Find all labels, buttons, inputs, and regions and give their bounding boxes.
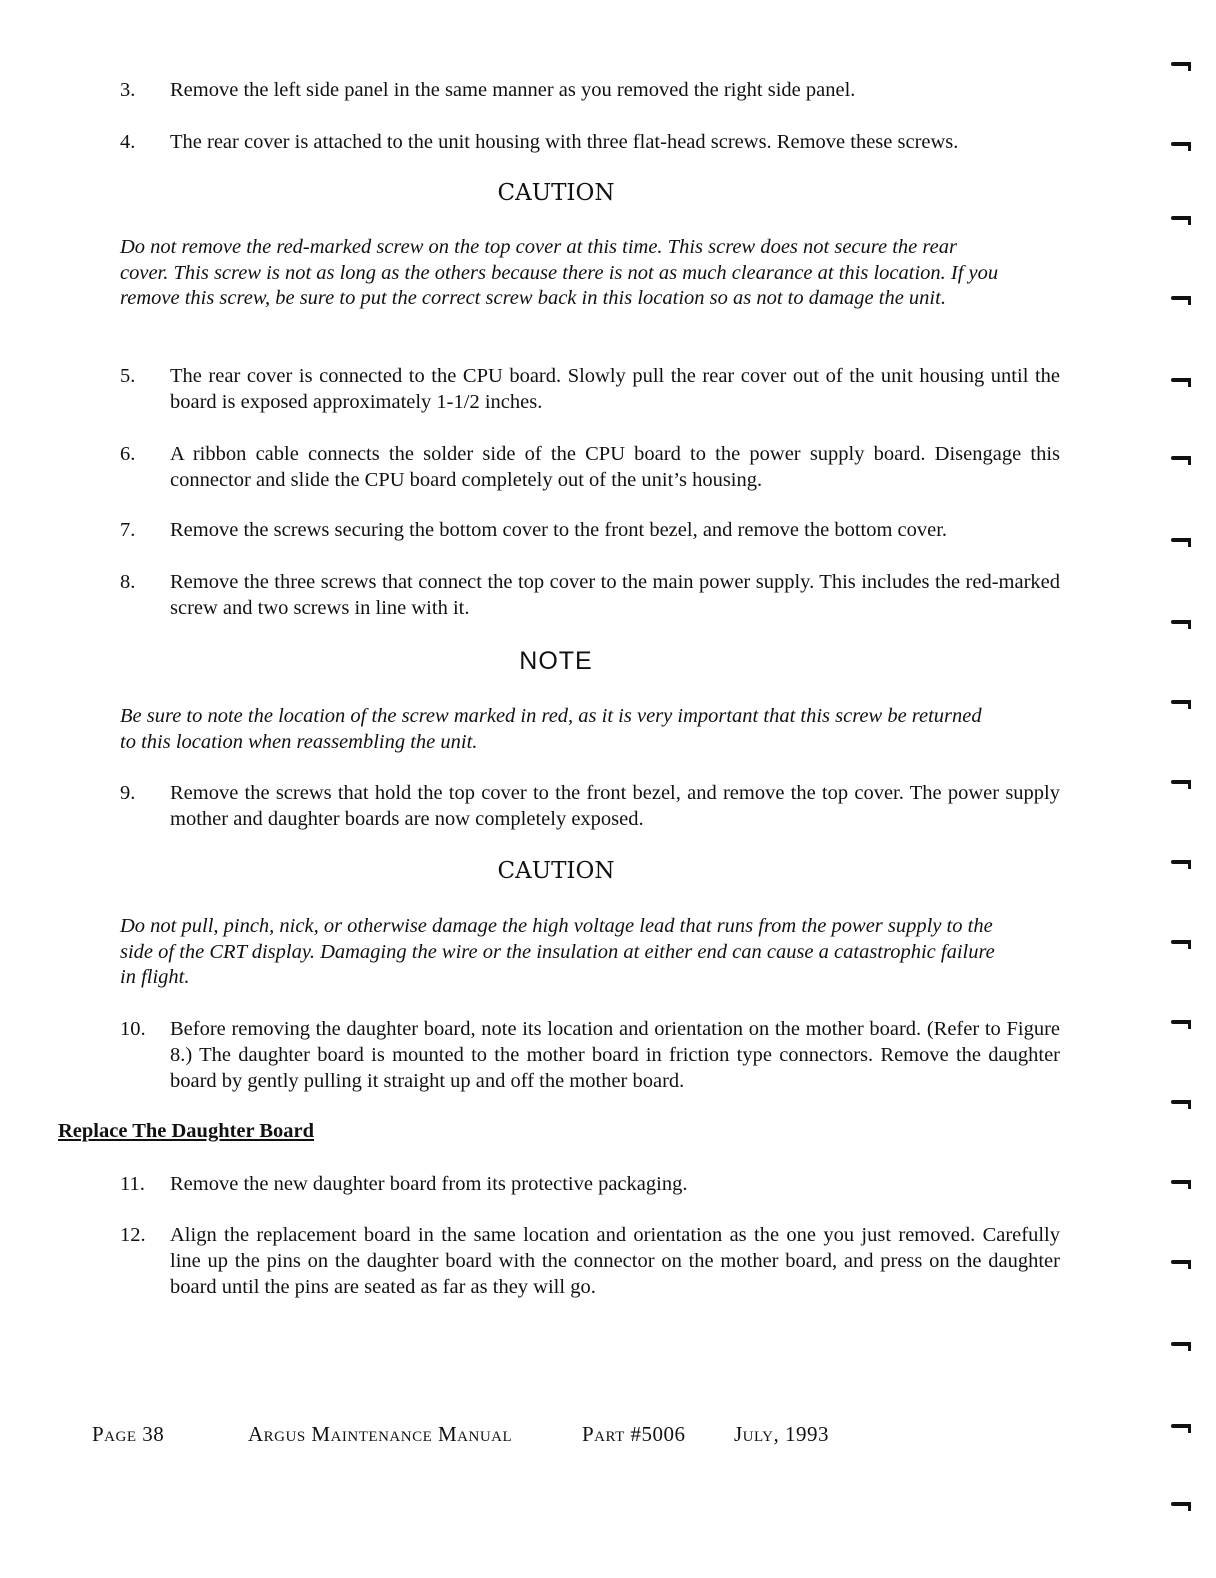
- step-text: Align the replacement board in the same location and orientation as the one you just removed. Carefully line up the pins on the daughter board with the connector on the mother board, and press on the daughter board until the pins are seated as far as they will go.: [170, 1224, 1060, 1298]
- binder-holes: [1168, 0, 1198, 1578]
- binder-hole-icon: [1171, 1342, 1191, 1346]
- step-number: 9.: [120, 782, 136, 804]
- step-number: 12.: [120, 1224, 146, 1246]
- section-title: Replace The Daughter Board: [58, 1120, 315, 1142]
- step-10: [120, 1016, 1060, 1094]
- step-text: Remove the three screws that connect the top cover to the main power supply. This includes the red-marked screw and two screws in line with it.: [170, 571, 1060, 619]
- step-9: [120, 780, 1060, 832]
- step-8: [120, 569, 1060, 621]
- footer-date: July, 1993: [734, 1422, 829, 1446]
- step-number: 5.: [120, 365, 136, 387]
- step-12: [120, 1222, 1060, 1300]
- binder-hole-icon: [1171, 620, 1191, 624]
- step-text: The rear cover is connected to the CPU board. Slowly pull the rear cover out of the unit housing until the board is exposed approximately 1-1/2 inches.: [170, 365, 1060, 413]
- step-number: 8.: [120, 571, 136, 593]
- caution-heading-1: CAUTION: [497, 180, 615, 206]
- binder-hole-icon: [1171, 142, 1191, 146]
- note-heading: NOTE: [519, 647, 593, 675]
- binder-hole-icon: [1171, 700, 1191, 704]
- step-number: 3.: [120, 79, 136, 101]
- step-5: [120, 363, 1060, 415]
- step-6: [120, 441, 1060, 493]
- binder-hole-icon: [1171, 1020, 1191, 1024]
- binder-hole-icon: [1171, 296, 1191, 300]
- binder-hole-icon: [1171, 940, 1191, 944]
- step-text: Remove the screws that hold the top cover to the front bezel, and remove the top cover. The power supply mother and daughter boards are now completely exposed.: [170, 782, 1060, 830]
- step-text: Remove the left side panel in the same manner as you removed the right side panel.: [170, 79, 856, 101]
- binder-hole-icon: [1171, 62, 1191, 66]
- step-number: 4.: [120, 131, 136, 153]
- binder-hole-icon: [1171, 780, 1191, 784]
- footer-part: Part #5006: [582, 1422, 686, 1446]
- caution-heading-2: CAUTION: [497, 858, 615, 884]
- binder-hole-icon: [1171, 1260, 1191, 1264]
- step-number: 11.: [120, 1173, 145, 1195]
- binder-hole-icon: [1171, 456, 1191, 460]
- binder-hole-icon: [1171, 378, 1191, 382]
- step-text: The rear cover is attached to the unit housing with three flat-head screws. Remove these screws.: [170, 131, 959, 153]
- footer-page: Page 38: [92, 1422, 165, 1446]
- step-number: 7.: [120, 519, 136, 541]
- step-number: 6.: [120, 443, 136, 465]
- binder-hole-icon: [1171, 1424, 1191, 1428]
- caution-text-2: Do not pull, pinch, nick, or otherwise damage the high voltage lead that runs from the power supply to the side of the CRT display. Damaging the wire or the insulation at either end can cause a catastrophic failure in flight.: [120, 915, 995, 988]
- binder-hole-icon: [1171, 1100, 1191, 1104]
- step-4: [120, 129, 1060, 155]
- step-11: [120, 1171, 1060, 1197]
- binder-hole-icon: [1171, 1502, 1191, 1506]
- step-text: Remove the screws securing the bottom cover to the front bezel, and remove the bottom cover.: [170, 519, 948, 541]
- binder-hole-icon: [1171, 538, 1191, 542]
- binder-hole-icon: [1171, 1180, 1191, 1184]
- step-3: [120, 77, 1060, 103]
- binder-hole-icon: [1171, 860, 1191, 864]
- step-text: A ribbon cable connects the solder side of the CPU board to the power supply board. Disengage this connector and slide the CPU board completely out of the unit’s housing.: [170, 443, 1060, 491]
- step-number: 10.: [120, 1018, 146, 1040]
- step-text: Before removing the daughter board, note its location and orientation on the mother board. (Refer to Figure 8.) The daughter board is mounted to the mother board in friction type connectors. Remove the daughter board by gently pulling it straight up and off the mother board.: [170, 1018, 1060, 1092]
- binder-hole-icon: [1171, 216, 1191, 220]
- step-7: [120, 517, 1060, 543]
- note-text: Be sure to note the location of the screw marked in red, as it is very important that this screw be returned to this location when reassembling the unit.: [120, 705, 982, 753]
- footer-manual: Argus Maintenance Manual: [248, 1422, 513, 1446]
- caution-text-1: Do not remove the red-marked screw on the top cover at this time. This screw does not secure the rear cover. This screw is not as long as the others because there is not as much clearance at this location. If you remove this screw, be sure to put the correct screw back in this location so as not to damage the unit.: [120, 236, 999, 309]
- step-text: Remove the new daughter board from its protective packaging.: [170, 1173, 688, 1195]
